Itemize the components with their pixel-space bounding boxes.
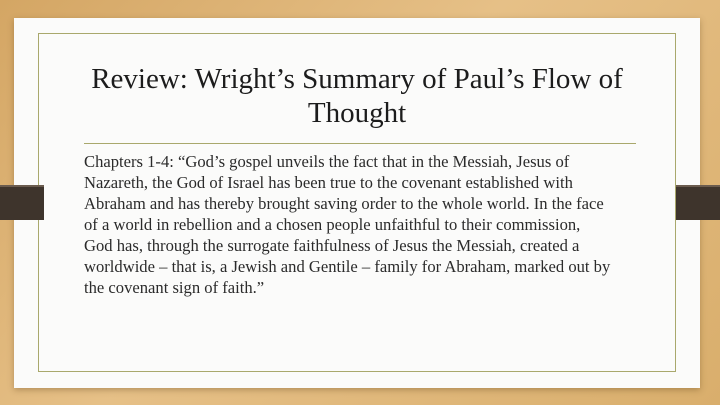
body-line: Abraham and has thereby brought saving order to the whole world. In the face [84, 194, 604, 213]
body-line: Nazareth, the God of Israel has been true to the covenant established with [84, 173, 573, 192]
slide-title-line: Review: Wright’s Summary of Paul’s Flow of [91, 63, 623, 95]
title-divider [84, 143, 636, 144]
left-tab-decoration [0, 185, 44, 220]
slide-title [14, 62, 700, 130]
body-line: worldwide – that is, a Jewish and Gentile – family for Abraham, marked out by [84, 257, 611, 276]
slide-body [84, 151, 644, 298]
body-line: God has, through the surrogate faithfulness of Jesus the Messiah, created a [84, 236, 580, 255]
body-line: the covenant sign of faith.” [84, 278, 265, 297]
slide-title-line: Thought [307, 97, 407, 129]
body-line: Chapters 1-4: “God’s gospel unveils the fact that in the Messiah, Jesus of [84, 152, 570, 171]
body-line: of a world in rebellion and a chosen people unfaithful to their commission, [84, 215, 581, 234]
right-tab-decoration [676, 185, 720, 220]
